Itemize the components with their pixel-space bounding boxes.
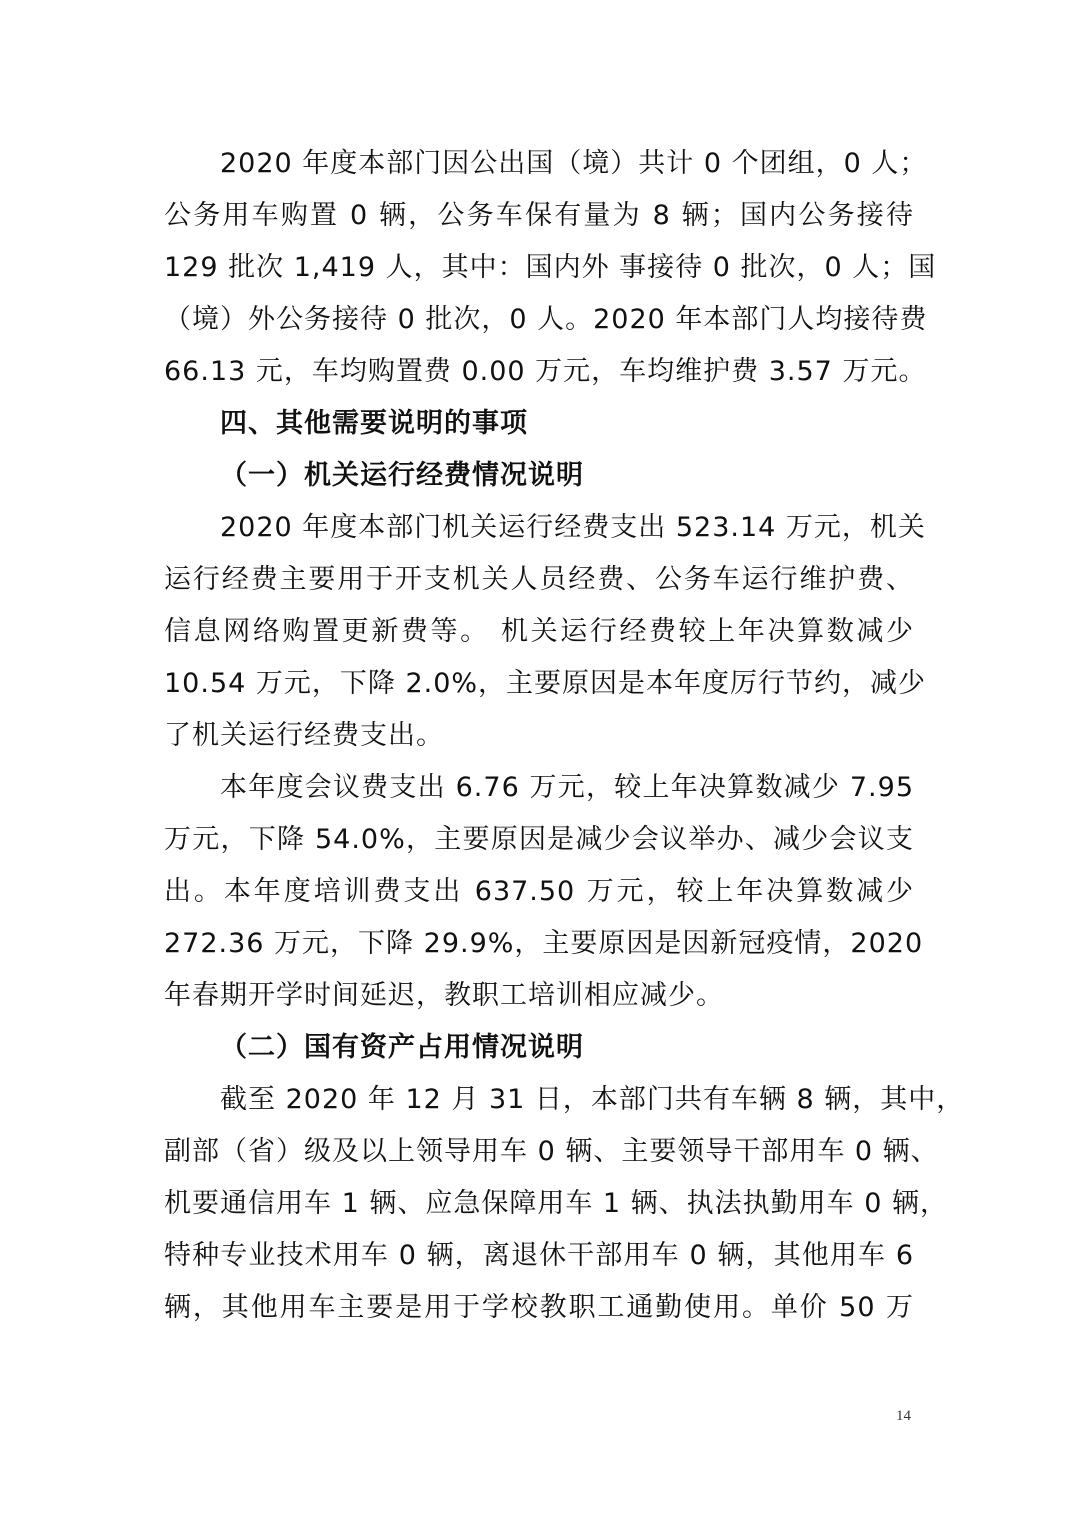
paragraph-line: 272.36 万元，下降 29.9%，主要原因是因新冠疫情，2020 [164, 928, 924, 959]
paragraph-line: 副部（省）级及以上领导用车 0 辆、主要领导干部用车 0 辆、 [164, 1136, 939, 1167]
paragraph-line: 万元，下降 54.0%，主要原因是减少会议举办、减少会议支 [164, 824, 914, 855]
paragraph-line: 出。本年度培训费支出 637.50 万元，较上年决算数减少 [164, 876, 914, 907]
paragraph-line: 运行经费主要用于开支机关人员经费、公务车运行维护费、 [164, 564, 914, 595]
paragraph-line: 了机关运行经费支出。 [164, 720, 444, 751]
subsection-heading: （二）国有资产占用情况说明 [220, 1032, 584, 1063]
paragraph-line: 2020 年度本部门因公出国（境）共计 0 个团组，0 人； [220, 148, 928, 179]
paragraph-line: 年春期开学时间延迟，教职工培训相应减少。 [164, 980, 724, 1011]
paragraph-line: 截至 2020 年 12 月 31 日，本部门共有车辆 8 辆，其中， [220, 1084, 965, 1115]
paragraph-line: 公务用车购置 0 辆，公务车保有量为 8 辆；国内公务接待 [164, 200, 914, 231]
paragraph-line: 特种专业技术用车 0 辆，离退休干部用车 0 辆，其他用车 6 [164, 1240, 914, 1271]
paragraph-line: 66.13 元，车均购置费 0.00 万元，车均维护费 3.57 万元。 [164, 356, 927, 387]
paragraph-line: 2020 年度本部门机关运行经费支出 523.14 万元，机关 [220, 512, 926, 543]
subsection-heading: （一）机关运行经费情况说明 [220, 460, 584, 491]
section-heading: 四、其他需要说明的事项 [220, 408, 528, 439]
paragraph-line: 信息网络购置更新费等。 机关运行经费较上年决算数减少 [164, 616, 914, 647]
paragraph-line: 机要通信用车 1 辆、应急保障用车 1 辆、执法执勤用车 0 辆， [164, 1188, 949, 1219]
paragraph-line: 辆，其他用车主要是用于学校教职工通勤使用。单价 50 万 [164, 1292, 914, 1323]
paragraph-line: 本年度会议费支出 6.76 万元，较上年决算数减少 7.95 [220, 772, 914, 803]
paragraph-line: 10.54 万元，下降 2.0%，主要原因是本年度厉行节约，减少 [164, 668, 927, 699]
paragraph-line: （境）外公务接待 0 批次，0 人。2020 年本部门人均接待费 [164, 304, 928, 335]
paragraph-line: 129 批次 1,419 人，其中：国内外 事接待 0 批次，0 人；国 [164, 252, 937, 283]
page-number: 14 [896, 1408, 911, 1424]
